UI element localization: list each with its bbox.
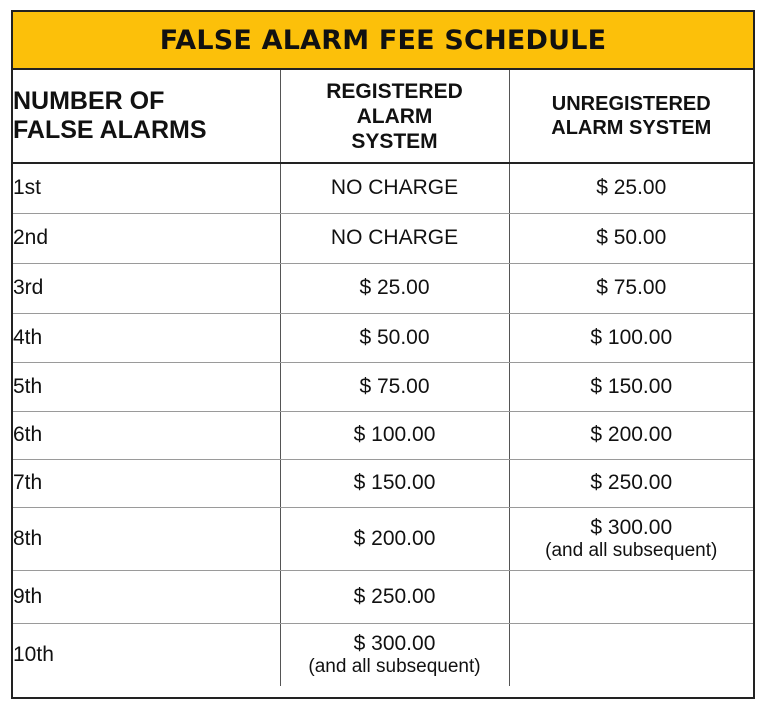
alarm-number-cell: 6th (13, 411, 280, 459)
unregistered-fee: $ 25.00 (596, 176, 667, 200)
unregistered-fee-cell (509, 362, 753, 411)
registered-fee: NO CHARGE (330, 226, 459, 249)
registered-fee-cell (280, 213, 509, 263)
header-row (13, 70, 753, 163)
registered-fee-cell (280, 263, 509, 313)
header-line: NUMBER OF (13, 87, 165, 115)
registered-fee-cell (280, 411, 509, 459)
table-title: FALSE ALARM FEE SCHEDULE (13, 12, 753, 70)
header-unregistered-alarm-system (509, 70, 753, 163)
alarm-number-cell: 5th (13, 362, 280, 411)
registered-fee: $ 250.00 (353, 584, 436, 608)
alarm-number-cell: 8th (13, 507, 280, 570)
unregistered-fee: $ 50.00 (596, 226, 667, 249)
registered-fee: $ 300.00 (353, 631, 436, 655)
table-row (13, 362, 753, 411)
header-line: REGISTERED (326, 79, 463, 103)
registered-fee-cell (280, 507, 509, 570)
registered-fee: $ 200.00 (353, 526, 436, 550)
alarm-number-cell: 4th (13, 313, 280, 362)
table-row (13, 570, 753, 623)
registered-fee: $ 100.00 (353, 423, 436, 446)
unregistered-fee: $ 300.00 (590, 515, 673, 539)
registered-fee-cell (280, 570, 509, 623)
header-line: UNREGISTERED (551, 93, 711, 115)
unregistered-fee-cell (509, 411, 753, 459)
table-row (13, 459, 753, 507)
header-number-of-false-alarms (13, 70, 280, 163)
fee-footnote: (and all subsequent) (308, 655, 481, 677)
unregistered-fee: $ 200.00 (590, 423, 673, 446)
unregistered-fee-cell (509, 507, 753, 570)
table-row (13, 411, 753, 459)
unregistered-fee-cell (509, 459, 753, 507)
unregistered-fee: $ 250.00 (590, 471, 673, 494)
fee-footnote: (and all subsequent) (545, 539, 718, 561)
header-registered-alarm-system (280, 70, 509, 163)
unregistered-fee: $ 100.00 (590, 325, 673, 349)
registered-fee-cell (280, 362, 509, 411)
fee-schedule-table (13, 70, 753, 686)
table-row (13, 313, 753, 362)
table-row (13, 623, 753, 686)
alarm-number-cell: 10th (13, 623, 280, 686)
alarm-number-cell: 9th (13, 570, 280, 623)
alarm-number-cell: 1st (13, 163, 280, 213)
unregistered-fee-cell (509, 213, 753, 263)
registered-fee-cell (280, 313, 509, 362)
registered-fee-cell (280, 163, 509, 213)
registered-fee: $ 150.00 (353, 471, 436, 494)
fee-schedule-table-frame (11, 10, 755, 699)
table-row (13, 507, 753, 570)
header-line: ALARM SYSTEM (551, 117, 712, 139)
table-row (13, 263, 753, 313)
registered-fee: $ 25.00 (359, 276, 430, 299)
table-row (13, 213, 753, 263)
alarm-number-cell: 2nd (13, 213, 280, 263)
registered-fee: NO CHARGE (330, 176, 459, 200)
registered-fee-cell (280, 459, 509, 507)
registered-fee-cell (280, 623, 509, 686)
header-line: SYSTEM (351, 129, 438, 153)
unregistered-fee-cell (509, 570, 753, 623)
unregistered-fee: $ 150.00 (590, 374, 673, 398)
unregistered-fee: $ 75.00 (596, 276, 667, 299)
table-row (13, 163, 753, 213)
alarm-number-cell: 7th (13, 459, 280, 507)
unregistered-fee-cell (509, 623, 753, 686)
unregistered-fee-cell (509, 163, 753, 213)
header-line: FALSE ALARMS (13, 116, 207, 144)
alarm-number-cell: 3rd (13, 263, 280, 313)
registered-fee: $ 50.00 (359, 325, 430, 349)
unregistered-fee-cell (509, 263, 753, 313)
unregistered-fee-cell (509, 313, 753, 362)
header-line: ALARM (356, 104, 433, 128)
registered-fee: $ 75.00 (359, 374, 430, 398)
